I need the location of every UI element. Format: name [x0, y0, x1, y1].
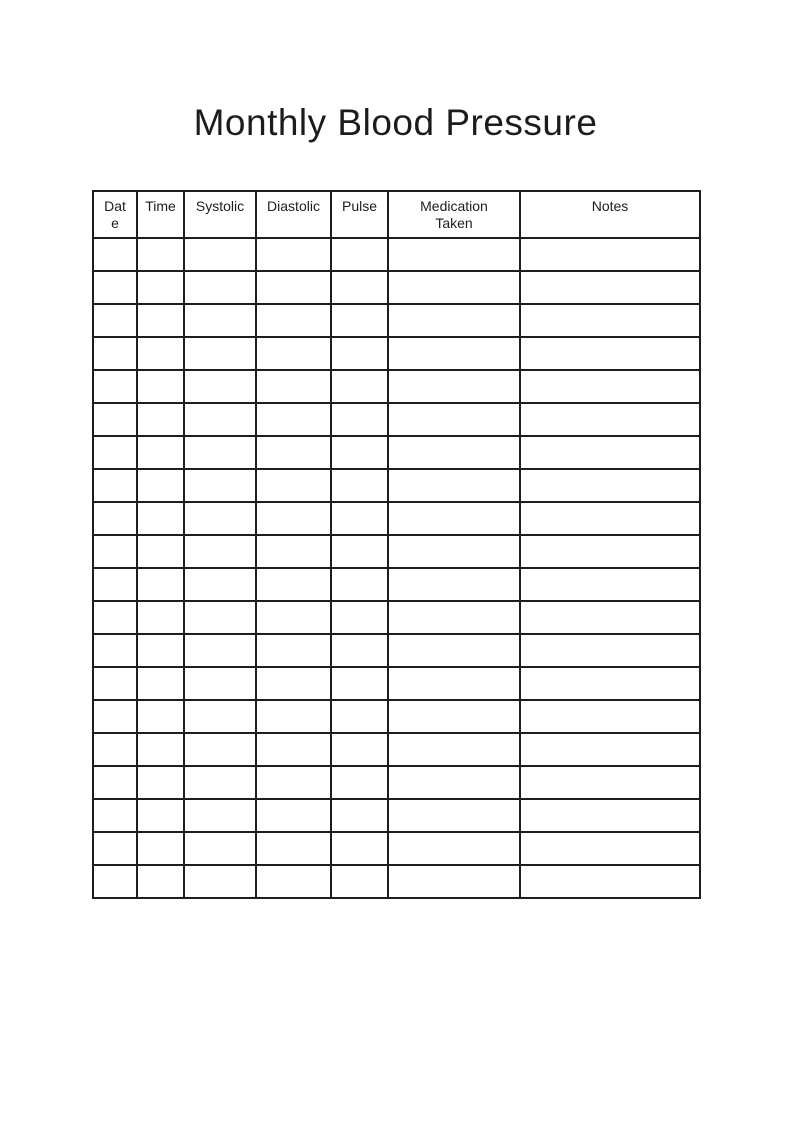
- cell-medication[interactable]: [388, 667, 520, 700]
- table-row: [93, 634, 700, 667]
- document-page: [0, 101, 791, 899]
- cell-medication[interactable]: [388, 436, 520, 469]
- column-header-diastolic: Diastolic: [256, 191, 331, 238]
- cell-notes[interactable]: [520, 700, 700, 733]
- cell-diastolic[interactable]: [256, 601, 331, 634]
- cell-diastolic[interactable]: [256, 865, 331, 898]
- table-row: [93, 304, 700, 337]
- cell-time[interactable]: [137, 535, 184, 568]
- cell-time[interactable]: [137, 271, 184, 304]
- cell-notes[interactable]: [520, 403, 700, 436]
- cell-systolic[interactable]: [184, 766, 256, 799]
- column-header-pulse: Pulse: [331, 191, 388, 238]
- cell-diastolic[interactable]: [256, 436, 331, 469]
- table-row: [93, 238, 700, 271]
- cell-pulse[interactable]: [331, 370, 388, 403]
- cell-pulse[interactable]: [331, 766, 388, 799]
- cell-diastolic[interactable]: [256, 700, 331, 733]
- cell-diastolic[interactable]: [256, 403, 331, 436]
- column-header-systolic: Systolic: [184, 191, 256, 238]
- column-header-date: Date: [93, 191, 137, 238]
- cell-time[interactable]: [137, 502, 184, 535]
- log-table: [92, 190, 701, 899]
- cell-pulse[interactable]: [331, 502, 388, 535]
- cell-medication[interactable]: [388, 502, 520, 535]
- cell-systolic[interactable]: [184, 304, 256, 337]
- cell-time[interactable]: [137, 436, 184, 469]
- cell-systolic[interactable]: [184, 667, 256, 700]
- cell-medication[interactable]: [388, 700, 520, 733]
- cell-systolic[interactable]: [184, 700, 256, 733]
- cell-notes[interactable]: [520, 469, 700, 502]
- cell-pulse[interactable]: [331, 436, 388, 469]
- cell-date[interactable]: [93, 535, 137, 568]
- cell-diastolic[interactable]: [256, 337, 331, 370]
- cell-medication[interactable]: [388, 238, 520, 271]
- cell-notes[interactable]: [520, 766, 700, 799]
- cell-time[interactable]: [137, 403, 184, 436]
- blood-pressure-log-table: [92, 190, 791, 899]
- cell-systolic[interactable]: [184, 370, 256, 403]
- cell-time[interactable]: [137, 601, 184, 634]
- cell-time[interactable]: [137, 568, 184, 601]
- table-row: [93, 865, 700, 898]
- cell-diastolic[interactable]: [256, 568, 331, 601]
- cell-medication[interactable]: [388, 766, 520, 799]
- cell-notes[interactable]: [520, 370, 700, 403]
- cell-date[interactable]: [93, 601, 137, 634]
- cell-date[interactable]: [93, 865, 137, 898]
- cell-systolic[interactable]: [184, 271, 256, 304]
- cell-systolic[interactable]: [184, 799, 256, 832]
- cell-medication[interactable]: [388, 634, 520, 667]
- cell-pulse[interactable]: [331, 238, 388, 271]
- cell-date[interactable]: [93, 337, 137, 370]
- cell-pulse[interactable]: [331, 304, 388, 337]
- cell-date[interactable]: [93, 502, 137, 535]
- cell-notes[interactable]: [520, 436, 700, 469]
- cell-medication[interactable]: [388, 370, 520, 403]
- cell-medication[interactable]: [388, 304, 520, 337]
- cell-diastolic[interactable]: [256, 733, 331, 766]
- cell-pulse[interactable]: [331, 601, 388, 634]
- cell-pulse[interactable]: [331, 799, 388, 832]
- column-header-time: Time: [137, 191, 184, 238]
- cell-diastolic[interactable]: [256, 502, 331, 535]
- cell-notes[interactable]: [520, 238, 700, 271]
- cell-medication[interactable]: [388, 469, 520, 502]
- cell-date[interactable]: [93, 766, 137, 799]
- table-row: [93, 469, 700, 502]
- cell-notes[interactable]: [520, 865, 700, 898]
- cell-time[interactable]: [137, 799, 184, 832]
- table-header-row: [93, 191, 700, 238]
- cell-time[interactable]: [137, 832, 184, 865]
- table-row: [93, 370, 700, 403]
- cell-time[interactable]: [137, 370, 184, 403]
- table-row: [93, 832, 700, 865]
- table-row: [93, 799, 700, 832]
- cell-date[interactable]: [93, 304, 137, 337]
- cell-pulse[interactable]: [331, 535, 388, 568]
- cell-date[interactable]: [93, 667, 137, 700]
- cell-diastolic[interactable]: [256, 535, 331, 568]
- cell-notes[interactable]: [520, 634, 700, 667]
- table-row: [93, 733, 700, 766]
- cell-systolic[interactable]: [184, 502, 256, 535]
- table-row: [93, 766, 700, 799]
- cell-date[interactable]: [93, 370, 137, 403]
- cell-date[interactable]: [93, 634, 137, 667]
- cell-pulse[interactable]: [331, 700, 388, 733]
- cell-time[interactable]: [137, 733, 184, 766]
- cell-time[interactable]: [137, 337, 184, 370]
- table-row: [93, 535, 700, 568]
- cell-time[interactable]: [137, 469, 184, 502]
- cell-date[interactable]: [93, 568, 137, 601]
- cell-pulse[interactable]: [331, 271, 388, 304]
- cell-systolic[interactable]: [184, 403, 256, 436]
- cell-medication[interactable]: [388, 601, 520, 634]
- cell-date[interactable]: [93, 733, 137, 766]
- cell-diastolic[interactable]: [256, 238, 331, 271]
- cell-systolic[interactable]: [184, 832, 256, 865]
- cell-pulse[interactable]: [331, 667, 388, 700]
- cell-diastolic[interactable]: [256, 469, 331, 502]
- cell-medication[interactable]: [388, 337, 520, 370]
- table-row: [93, 337, 700, 370]
- table-row: [93, 502, 700, 535]
- table-row: [93, 271, 700, 304]
- cell-pulse[interactable]: [331, 469, 388, 502]
- table-body: [93, 238, 700, 898]
- cell-time[interactable]: [137, 667, 184, 700]
- cell-medication[interactable]: [388, 535, 520, 568]
- cell-pulse[interactable]: [331, 865, 388, 898]
- cell-systolic[interactable]: [184, 568, 256, 601]
- cell-systolic[interactable]: [184, 436, 256, 469]
- cell-diastolic[interactable]: [256, 370, 331, 403]
- cell-diastolic[interactable]: [256, 271, 331, 304]
- cell-date[interactable]: [93, 271, 137, 304]
- table-row: [93, 568, 700, 601]
- cell-systolic[interactable]: [184, 634, 256, 667]
- cell-time[interactable]: [137, 700, 184, 733]
- cell-notes[interactable]: [520, 502, 700, 535]
- cell-diastolic[interactable]: [256, 634, 331, 667]
- cell-notes[interactable]: [520, 568, 700, 601]
- cell-medication[interactable]: [388, 832, 520, 865]
- cell-date[interactable]: [93, 469, 137, 502]
- cell-time[interactable]: [137, 304, 184, 337]
- cell-pulse[interactable]: [331, 568, 388, 601]
- cell-systolic[interactable]: [184, 601, 256, 634]
- cell-date[interactable]: [93, 436, 137, 469]
- cell-pulse[interactable]: [331, 634, 388, 667]
- cell-notes[interactable]: [520, 535, 700, 568]
- cell-notes[interactable]: [520, 667, 700, 700]
- table-row: [93, 601, 700, 634]
- cell-time[interactable]: [137, 238, 184, 271]
- cell-notes[interactable]: [520, 733, 700, 766]
- table-row: [93, 403, 700, 436]
- table-row: [93, 700, 700, 733]
- column-header-medication: Medication Taken: [388, 191, 520, 238]
- cell-date[interactable]: [93, 799, 137, 832]
- cell-notes[interactable]: [520, 601, 700, 634]
- cell-date[interactable]: [93, 403, 137, 436]
- cell-medication[interactable]: [388, 403, 520, 436]
- cell-diastolic[interactable]: [256, 832, 331, 865]
- cell-systolic[interactable]: [184, 238, 256, 271]
- cell-diastolic[interactable]: [256, 667, 331, 700]
- cell-time[interactable]: [137, 865, 184, 898]
- cell-diastolic[interactable]: [256, 304, 331, 337]
- table-row: [93, 436, 700, 469]
- cell-date[interactable]: [93, 700, 137, 733]
- cell-systolic[interactable]: [184, 865, 256, 898]
- cell-systolic[interactable]: [184, 535, 256, 568]
- cell-diastolic[interactable]: [256, 766, 331, 799]
- cell-notes[interactable]: [520, 832, 700, 865]
- cell-pulse[interactable]: [331, 403, 388, 436]
- column-header-notes: Notes: [520, 191, 700, 238]
- cell-medication[interactable]: [388, 568, 520, 601]
- cell-medication[interactable]: [388, 799, 520, 832]
- page-title: Monthly Blood Pressure: [193, 102, 598, 143]
- cell-notes[interactable]: [520, 799, 700, 832]
- cell-pulse[interactable]: [331, 832, 388, 865]
- table-row: [93, 667, 700, 700]
- cell-notes[interactable]: [520, 304, 700, 337]
- cell-pulse[interactable]: [331, 733, 388, 766]
- cell-date[interactable]: [93, 832, 137, 865]
- cell-time[interactable]: [137, 766, 184, 799]
- cell-notes[interactable]: [520, 337, 700, 370]
- cell-diastolic[interactable]: [256, 799, 331, 832]
- cell-systolic[interactable]: [184, 469, 256, 502]
- cell-date[interactable]: [93, 238, 137, 271]
- cell-medication[interactable]: [388, 865, 520, 898]
- cell-medication[interactable]: [388, 271, 520, 304]
- cell-systolic[interactable]: [184, 337, 256, 370]
- cell-notes[interactable]: [520, 271, 700, 304]
- cell-systolic[interactable]: [184, 733, 256, 766]
- cell-pulse[interactable]: [331, 337, 388, 370]
- cell-time[interactable]: [137, 634, 184, 667]
- cell-medication[interactable]: [388, 733, 520, 766]
